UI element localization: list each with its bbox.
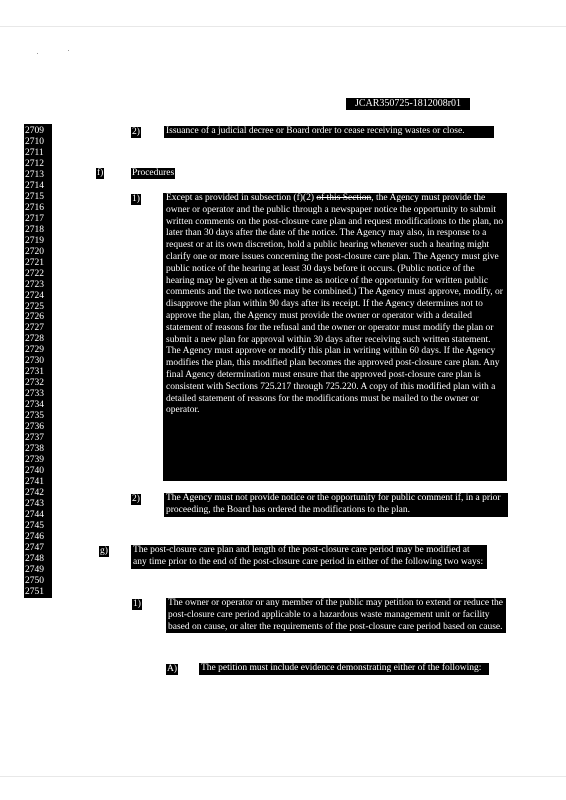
page-bottom-border — [0, 776, 566, 777]
line-number: 2748 — [25, 553, 44, 564]
line-number: 2740 — [25, 466, 44, 477]
line-number: 2731 — [25, 367, 44, 378]
item-label: 1) — [132, 194, 140, 204]
line-number: 2715 — [25, 191, 44, 202]
scan-speck — [37, 53, 38, 54]
line-number: 2722 — [25, 268, 44, 279]
line-number: 2741 — [25, 477, 44, 487]
line-number: 2751 — [25, 586, 44, 597]
line-number: 2746 — [25, 531, 44, 542]
item-label: f) — [97, 168, 104, 178]
line-number: 2747 — [25, 542, 44, 553]
page-top-border — [0, 26, 566, 27]
line-number: 2725 — [25, 301, 44, 312]
paragraph-evidence: The petition must include evidence demonstrating either of the following: — [199, 663, 489, 675]
scan-speck — [68, 50, 69, 51]
line-number: 2727 — [25, 323, 44, 334]
line-number: 2734 — [25, 400, 44, 411]
item-label: 2) — [132, 494, 140, 504]
line-number: 2728 — [25, 334, 44, 345]
paragraph-text: Except as provided in subsection (f)(2) — [166, 193, 317, 203]
line-number: 2730 — [25, 356, 44, 367]
line-number: 2739 — [25, 455, 44, 466]
paragraph-procedures-2: The Agency must not provide notice or the opportunity for public comment if, in a prior proceeding, the Board has ordered the modifications to the plan. — [164, 493, 508, 517]
line-number: 2712 — [25, 158, 44, 169]
paragraph-modification: The post-closure care plan and length of the post-closure care period may be modified at any time prior to the end of the post-closure care period in either of the following two ways: — [131, 545, 487, 569]
line-number: 2742 — [25, 487, 44, 498]
paragraph-procedures-1 — [163, 193, 507, 481]
line-number-column — [24, 124, 52, 598]
line-number: 2719 — [25, 235, 44, 246]
item-label: 2) — [132, 127, 140, 137]
paragraph-petition: The owner or operator or any member of the public may petition to extend or reduce the post-closure care period applicable to a hazardous waste management unit or facility based on cause, or alter the requirements of the post-closure care period based on cause. — [166, 598, 506, 633]
line-number: 2733 — [25, 389, 44, 400]
line-number: 2750 — [25, 575, 44, 586]
line-number: 2711 — [25, 147, 44, 158]
line-number: 2737 — [25, 433, 44, 444]
line-number: 2732 — [25, 378, 44, 389]
line-number: 2735 — [25, 411, 44, 422]
line-number: 2720 — [25, 246, 44, 257]
line-number: 2717 — [25, 213, 44, 224]
line-number: 2744 — [25, 509, 44, 520]
line-number: 2714 — [25, 180, 44, 191]
line-number: 2749 — [25, 564, 44, 575]
paragraph-text: , the Agency must provide the owner or operator and the public through a newspaper notice the opportunity to submit written comments on the post-closure care plan and request modifications to the plan, no later than 30 days after the date of the notice. The Agency may also, in response to a request or at its own discretion, hold a public hearing whenever such a hearing might clarify one or more issues concerning the post-closure care plan. The Agency must give public notice of the hearing at least 30 days before it occurs. (Public notice of the hearing may be given at the same time as notice of the opportunity for written public comments and the two notices may be combined.) The Agency must approve, modify, or disapprove the plan within 90 days after its receipt. If the Agency determines not to approve the plan, the Agency must provide the owner or operator with a detailed statement of reasons for the refusal and the owner or operator must modify the plan or submit a new plan for approval within 30 days after receiving such written statement. The Agency must approve or modify this plan in writing within 60 days. If the Agency modifies the plan, this modified plan becomes the approved post-closure care plan. Any final Agency determination must ensure that the approved post-closure care plan is consistent with Sections 725.217 through 725.220. A copy of this modified plan with a detailed statement of reasons for the modifications must be mailed to the owner or operator. — [166, 193, 504, 416]
line-number: 2716 — [25, 202, 44, 213]
line-number: 2736 — [25, 422, 44, 433]
item-label: g) — [100, 546, 108, 556]
line-number: 2713 — [25, 169, 44, 180]
line-number: 2745 — [25, 520, 44, 531]
deleted-text: of this Section — [316, 193, 372, 203]
line-number: 2729 — [25, 345, 44, 356]
heading-procedures: Procedures — [132, 168, 175, 178]
line-number: 2718 — [25, 224, 44, 235]
line-number: 2743 — [25, 498, 44, 509]
item-label: 1) — [133, 599, 141, 609]
line-number: 2710 — [25, 136, 44, 147]
line-number: 2724 — [25, 290, 44, 301]
line-number: 2721 — [25, 257, 44, 268]
item-label: A) — [167, 664, 178, 674]
line-number: 2738 — [25, 444, 44, 455]
document-code: JCAR350725-1812008r01 — [346, 98, 470, 110]
line-number: 2726 — [25, 312, 44, 323]
line-number: 2723 — [25, 279, 44, 290]
paragraph-issuance: Issuance of a judicial decree or Board order to cease receiving wastes or close. — [164, 126, 494, 138]
line-number: 2709 — [25, 126, 44, 136]
